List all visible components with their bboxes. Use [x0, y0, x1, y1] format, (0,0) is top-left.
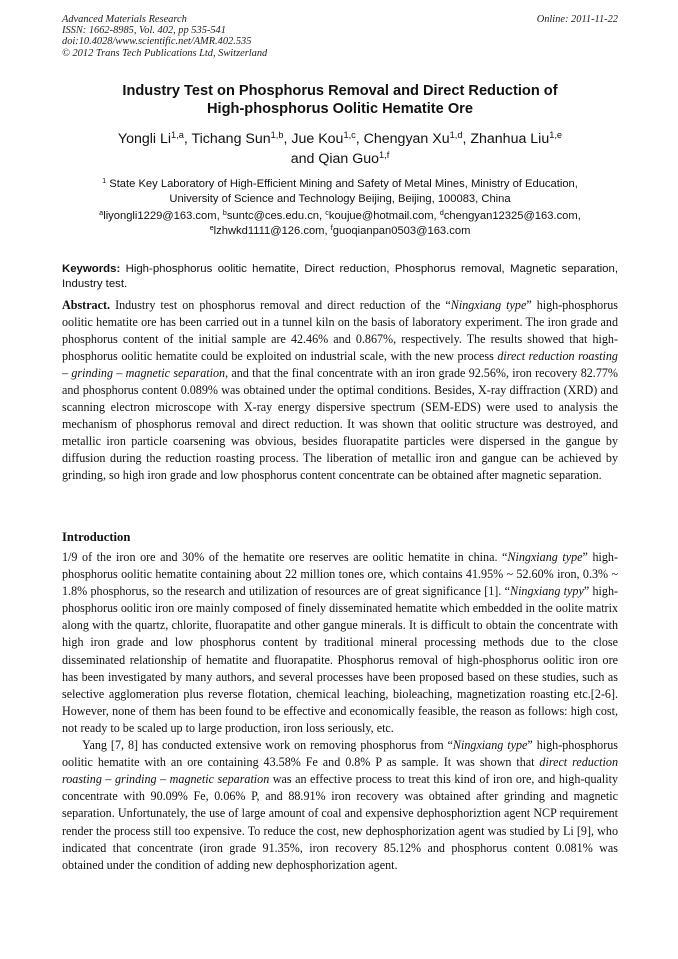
online-date: Online: 2011-11-22	[536, 14, 618, 25]
author-separator: ,	[283, 131, 292, 147]
email-separator: ,	[433, 210, 440, 222]
authors-line-2	[62, 149, 618, 169]
title-line-2: High-phosphorus Oolitic Hematite Ore	[207, 101, 473, 117]
doi-line: doi:10.4028/www.scientific.net/AMR.402.535	[62, 36, 252, 48]
authors-and: and	[290, 151, 315, 167]
body-italic: Ningxiang type	[507, 550, 583, 564]
body-text: Yang [7, 8] has conducted extensive work on removing phosphorus from “	[82, 738, 453, 753]
email[interactable]: liyongli1229@163.com	[103, 210, 217, 222]
email-list	[62, 209, 618, 238]
email-separator: ,	[324, 224, 331, 237]
author: Qian Guo	[318, 151, 380, 167]
abstract-italic: Ningxiang type	[450, 298, 527, 312]
journal-name: Advanced Materials Research	[62, 14, 187, 25]
affiliation	[62, 177, 618, 206]
keywords-label: Keywords:	[62, 263, 121, 275]
keywords	[62, 262, 618, 292]
email-sup: c	[325, 208, 329, 217]
affiliation-line-1	[62, 177, 618, 192]
abstract-text: Industry test on phosphorus removal and direct reduction of the “	[115, 298, 451, 312]
body-text: ” high-phosphorus oolitic iron ore mainly composed of finely disseminated hematite which embedded in the oolite matrix along with the quartz, chlorite, fluorapatite and other gangue minerals. It is difficult to obtain the concentrate with high iron grade and low phosphorus content by traditional mineral processing methods due to the close disseminated relationship of hematite and fluorapatite. Phosphorus removal of high-phosphorus oolitic iron ore has been investigated by many authors, and several processes have been proposed based on these studies, such as selective agglomeration plus reverse flotation, chemical leaching, bioleaching, magnetization roasting etc.[2-6]. However, none of them has been found to be effective and economically feasible, the reason as follows: high cost, not ready to be scaled up to large production, iron loss seriously, etc.	[62, 584, 619, 735]
introduction-heading: Introduction	[62, 530, 131, 544]
affiliation-sup: 1	[102, 176, 107, 185]
paper-title	[62, 82, 618, 118]
affiliation-line-2: University of Science and Technology Beijing, Beijing, 100083, China	[169, 192, 511, 205]
email[interactable]: koujue@hotmail.com	[328, 210, 434, 222]
email-sup: a	[99, 208, 104, 217]
author-sup: 1,f	[379, 149, 390, 160]
body-text: ” high-phosphorus oolitic hematite with an ore containing 43.58% Fe and 0.8% P as sample. It was shown that	[62, 738, 619, 770]
author-separator: ,	[183, 131, 192, 147]
author-list	[62, 129, 618, 169]
email-sup: e	[209, 222, 214, 232]
copyright-line: © 2012 Trans Tech Publications Ltd, Switzerland	[62, 47, 268, 59]
email-separator: ,	[319, 210, 326, 222]
emails-line-2	[62, 224, 618, 239]
email[interactable]: guoqianpan0503@163.com	[332, 224, 471, 237]
author-separator: ,	[462, 131, 471, 147]
body-text: ” high-phosphorus oolitic hematite containing about 22 million tones ore, which contains 41.95% ~ 52.60% iron, 0.3% ~ 1.8% phosphorus, so the research and utilization of resources are of great significance [1]. “	[62, 550, 618, 599]
author: Tichang Sun	[191, 131, 271, 147]
email[interactable]: lzhwkd1111@126.com	[213, 224, 325, 237]
email-separator: ,	[216, 210, 223, 222]
email-separator: ,	[577, 210, 581, 222]
email[interactable]: chengyan12325@163.com	[443, 210, 578, 222]
body-italic: Ningxiang typy	[510, 584, 584, 599]
email-sup: f	[330, 222, 333, 232]
abstract	[62, 297, 618, 485]
emails-line-1	[62, 209, 618, 224]
keywords-text: High-phosphorus oolitic hematite, Direct reduction, Phosphorus removal, Magnetic separation, Industry test.	[62, 263, 618, 291]
title-line-1: Industry Test on Phosphorus Removal and Direct Reduction of	[122, 83, 558, 99]
author-sup: 1,a	[171, 129, 184, 140]
author-sup: 1,d	[449, 129, 463, 140]
author-sup: 1,e	[549, 129, 563, 140]
author: Jue Kou	[291, 131, 344, 147]
body-italic: Ningxiang type	[452, 738, 528, 753]
author-separator: ,	[355, 131, 364, 147]
affiliation-text-1: State Key Laboratory of High-Efficient Mining and Safety of Metal Mines, Ministry of Education,	[109, 178, 578, 190]
authors-line-1	[62, 129, 618, 149]
journal-header	[62, 14, 618, 59]
abstract-text: , and that the final concentrate with an iron grade 92.56%, iron recovery 82.77% and phosphorus content 0.089% was obtained under the optimal conditions. Besides, X-ray diffraction (XRD) and scanning electron microscope with X-ray energy dispersive spectrum (SEM-EDS) were used to analysis the mechanism of phosphorus removal and direct reduction. It was shown that oolitic structure was destroyed, and metallic iron particle coarsening was obvious, besides fluorapatite particles were dispersed in the gangue by diffusion during the reduction roasting process. The liberation of metallic iron and gangue can be achieved by grinding, so high iron grade and low phosphorus content concentrate can be obtained after magnetic separation.	[62, 366, 618, 483]
abstract-text: ” high-phosphorus oolitic hematite ore has been carried out in a tunnel kiln on the basis of laboratory experiment. The iron grade and phosphorus content of the initial sample are 42.46% and 0.867%, respectively. The results showed that high-phosphorus oolitic hematite could be exploited on industrial scale, with the new process	[62, 298, 619, 364]
intro-paragraph-2	[62, 737, 618, 874]
intro-paragraph-1	[62, 549, 618, 737]
author-sup: 1,c	[343, 129, 356, 140]
email-sup: b	[222, 208, 227, 217]
abstract-italic: direct reduction roasting – grinding – magnetic separation	[62, 349, 618, 381]
body-text: 1/9 of the iron ore and 30% of the hematite ore reserves are oolitic hematite in china. “	[62, 550, 508, 564]
abstract-label: Abstract.	[62, 298, 111, 312]
body-italic: direct reduction roasting – grinding – magnetic separation	[62, 755, 619, 787]
author: Chengyan Xu	[363, 131, 450, 147]
author: Yongli Li	[117, 131, 172, 147]
issn-line: ISSN: 1662-8985, Vol. 402, pp 535-541	[62, 25, 226, 37]
author-sup: 1,b	[270, 129, 284, 140]
introduction-body	[62, 549, 618, 874]
author: Zhanhua Liu	[470, 131, 550, 147]
body-text: was an effective process to treat this kind of iron ore, and high-quality concentrate with 90.09% Fe, 0.06% P, and 88.91% iron recovery was obtained after grinding and magnetic separation. Unfortunately, the use of large amount of coal and expensive dephosphoriztion agent NCP requirement render the process still too expensive. To reduce the cost, new dephosphorization agent was studied by Li [9], who indicated that concentrate (iron grade 91.35%, iron recovery 85.12% and phosphorus content 0.081% was obtained under the condition of adding new dephosphorization agent.	[62, 772, 618, 872]
email[interactable]: suntc@ces.edu.cn	[226, 210, 320, 222]
email-sup: d	[439, 208, 444, 217]
